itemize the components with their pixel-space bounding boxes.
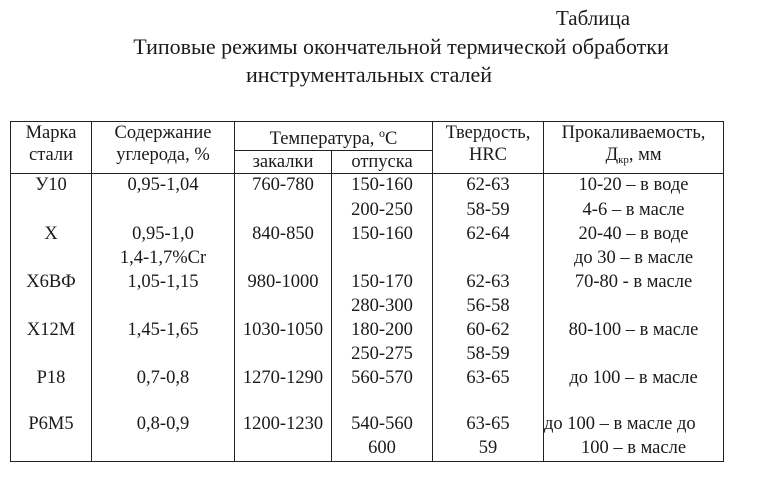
cell-hardness: 58-59 [433, 343, 544, 367]
cell-depth: до 100 – в масле [544, 367, 724, 393]
header-grade-line1: Марка [25, 123, 77, 143]
cell-depth [544, 393, 724, 413]
table-row [11, 413, 724, 437]
cell-carbon [92, 343, 235, 367]
table-row [11, 295, 724, 319]
cell-carbon [92, 199, 235, 223]
cell-grade [11, 437, 92, 462]
header-temperature-main: Температура, [269, 129, 380, 149]
table-row [11, 343, 724, 367]
cell-carbon [92, 437, 235, 462]
header-hardenability [544, 122, 724, 174]
header-hardness-line2: HRC [468, 145, 508, 165]
steel-treatment-table [10, 121, 724, 462]
cell-depth: 80-100 – в масле [544, 319, 724, 343]
cell-depth: 10-20 – в воде [544, 174, 724, 199]
cell-temper: 150-160 [332, 223, 433, 247]
cell-temper: 250-275 [332, 343, 433, 367]
cell-depth: 20-40 – в воде [544, 223, 724, 247]
cell-carbon: 1,45-1,65 [92, 319, 235, 343]
table-title-line2: инструментальных сталей [245, 62, 493, 87]
cell-temper [332, 247, 433, 271]
cell-grade: У10 [11, 174, 92, 199]
cell-quench: 760-780 [235, 174, 332, 199]
cell-temper: 180-200 [332, 319, 433, 343]
table-row [11, 367, 724, 393]
header-temperature-unit: С [385, 129, 398, 149]
cell-quench [235, 295, 332, 319]
header-temperature-degree: o [379, 126, 386, 140]
table-caption-label: Таблица [556, 6, 631, 30]
table-row [11, 437, 724, 462]
cell-carbon: 0,95-1,0 [92, 223, 235, 247]
header-hardness-line1: Твердость, [445, 123, 531, 143]
header-carbon-line2: углерода, % [116, 145, 210, 165]
cell-hardness: 56-58 [433, 295, 544, 319]
table-row [11, 174, 724, 199]
cell-hardness: 58-59 [433, 199, 544, 223]
header-hardenability-unit: , мм [628, 145, 662, 165]
cell-grade [11, 247, 92, 271]
header-hardness [433, 122, 544, 174]
header-quench: закалки [235, 151, 332, 174]
cell-hardness: 60-62 [433, 319, 544, 343]
cell-depth: 4-6 – в масле [544, 199, 724, 223]
cell-hardness: 63-65 [433, 413, 544, 437]
header-temperature [235, 122, 433, 151]
cell-depth: до 100 – в масле до [544, 413, 724, 437]
cell-depth: до 30 – в масле [544, 247, 724, 271]
cell-temper: 600 [332, 437, 433, 462]
cell-grade: Р6М5 [11, 413, 92, 437]
cell-quench: 1030-1050 [235, 319, 332, 343]
cell-quench: 980-1000 [235, 271, 332, 295]
cell-quench [235, 199, 332, 223]
table-row [11, 247, 724, 271]
cell-carbon: 1,4-1,7%Cr [92, 247, 235, 271]
header-hardenability-sub: кр [618, 154, 629, 166]
table-row [11, 271, 724, 295]
header-temper: отпуска [332, 151, 433, 174]
cell-grade [11, 343, 92, 367]
header-carbon-line1: Содержание [114, 123, 212, 143]
cell-temper: 560-570 [332, 367, 433, 393]
cell-grade: Р18 [11, 367, 92, 393]
header-hardenability-line1: Прокаливаемость, [561, 123, 706, 143]
cell-quench [235, 437, 332, 462]
cell-temper: 150-170 [332, 271, 433, 295]
cell-carbon: 1,05-1,15 [92, 271, 235, 295]
cell-hardness: 63-65 [433, 367, 544, 393]
cell-temper: 280-300 [332, 295, 433, 319]
cell-hardness: 59 [433, 437, 544, 462]
cell-quench [235, 247, 332, 271]
header-hardenability-line2 [546, 144, 721, 171]
cell-carbon [92, 295, 235, 319]
header-hardenability-D: Д [605, 145, 619, 165]
cell-quench: 1270-1290 [235, 367, 332, 393]
cell-hardness: 62-63 [433, 271, 544, 295]
table-row [11, 223, 724, 247]
cell-hardness [433, 247, 544, 271]
cell-grade: Х [11, 223, 92, 247]
cell-temper: 200-250 [332, 199, 433, 223]
cell-depth: 70-80 - в масле [544, 271, 724, 295]
cell-temper [332, 393, 433, 413]
cell-grade [11, 295, 92, 319]
table-row [11, 319, 724, 343]
cell-quench [235, 343, 332, 367]
table-row [11, 393, 724, 413]
cell-temper: 540-560 [332, 413, 433, 437]
cell-quench: 1200-1230 [235, 413, 332, 437]
table-title-line1: Типовые режимы окончательной термической обработки [133, 34, 669, 59]
cell-depth: 100 – в масле [544, 437, 724, 462]
cell-grade: Х12М [11, 319, 92, 343]
table-row [11, 199, 724, 223]
cell-carbon [92, 393, 235, 413]
cell-carbon: 0,8-0,9 [92, 413, 235, 437]
header-grade [11, 122, 92, 174]
header-carbon [92, 122, 235, 174]
cell-depth [544, 343, 724, 367]
cell-hardness: 62-64 [433, 223, 544, 247]
cell-quench: 840-850 [235, 223, 332, 247]
cell-grade: Х6ВФ [11, 271, 92, 295]
header-grade-line2: стали [28, 145, 74, 165]
cell-grade [11, 199, 92, 223]
cell-carbon: 0,95-1,04 [92, 174, 235, 199]
cell-temper: 150-160 [332, 174, 433, 199]
cell-quench [235, 393, 332, 413]
cell-hardness: 62-63 [433, 174, 544, 199]
cell-carbon: 0,7-0,8 [92, 367, 235, 393]
cell-hardness [433, 393, 544, 413]
cell-grade [11, 393, 92, 413]
cell-depth [544, 295, 724, 319]
